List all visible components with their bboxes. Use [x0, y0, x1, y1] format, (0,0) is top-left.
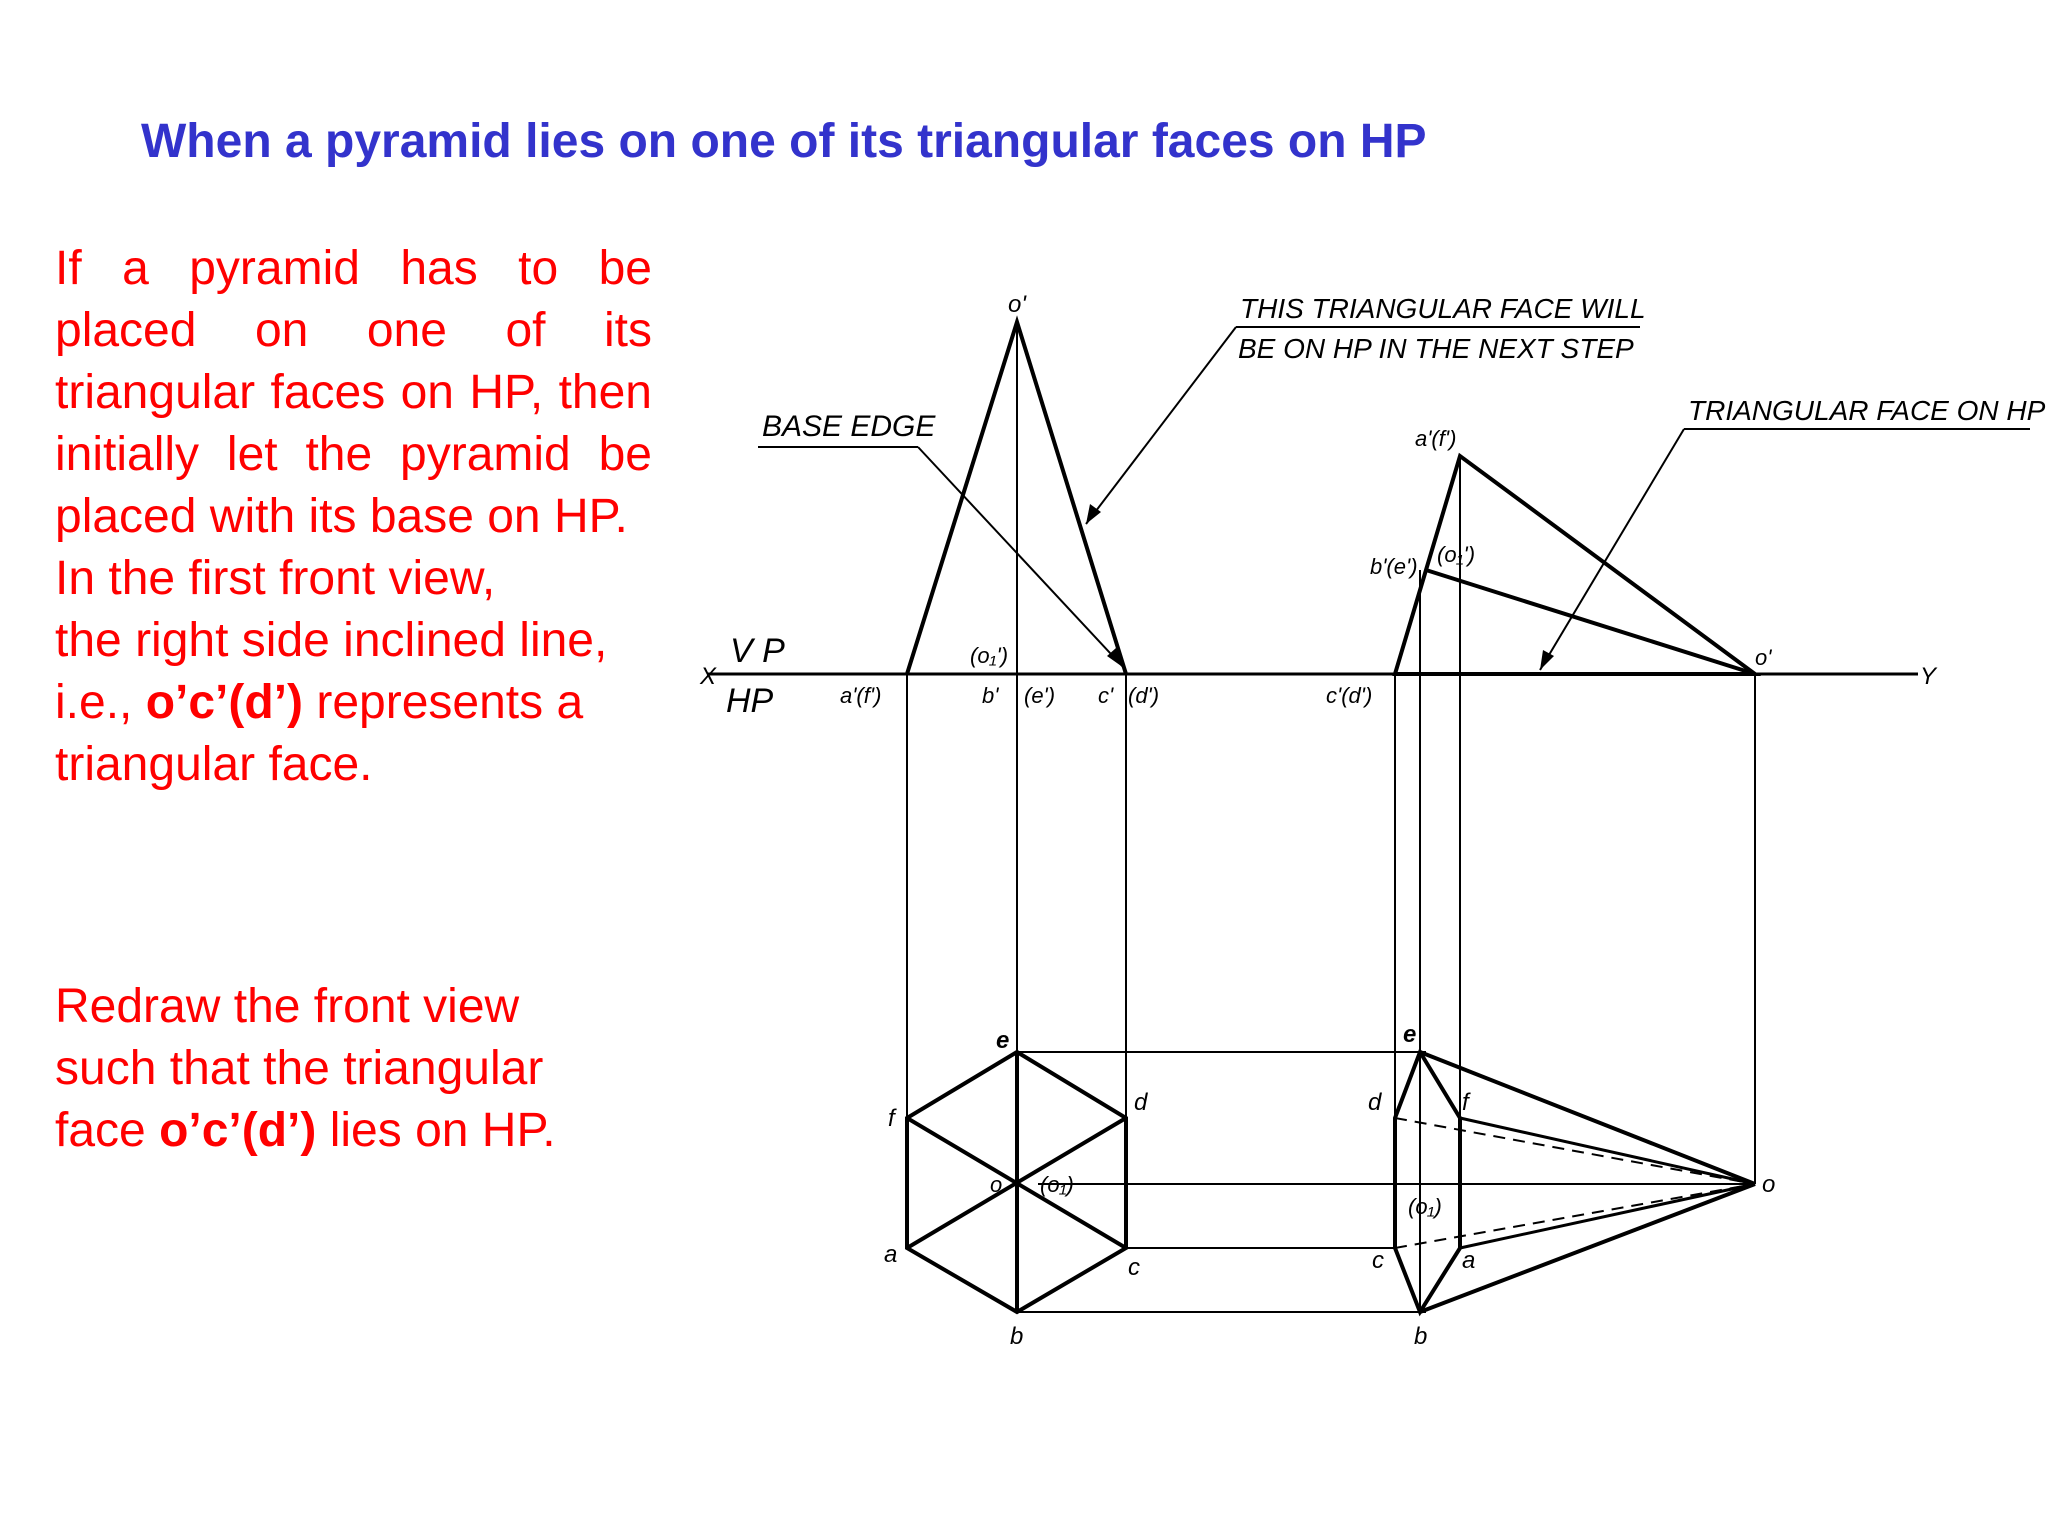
fv2-label-b: b'(e') [1370, 554, 1418, 579]
fv2-label-c: c'(d') [1326, 683, 1373, 708]
intro-text: If a pyramid has to be placed on one of its triangular faces on HP, then initially let the pyramid be placed with its base on HP. [55, 242, 652, 543]
represents-prefix: i.e., [55, 676, 146, 729]
triangular-face-line: triangular face. [55, 738, 373, 791]
face-notation-2: o’c’(d’) [159, 1104, 317, 1157]
face-notation: o’c’(d’) [145, 676, 304, 729]
label-y: Y [1920, 663, 1937, 690]
tv2-label-b: b [1414, 1323, 1428, 1350]
redraw-prefix: face [55, 1104, 160, 1157]
projector-lines [907, 570, 1755, 1312]
tv1-label-d: d [1134, 1089, 1148, 1116]
redraw-suffix: lies on HP. [316, 1104, 556, 1157]
fv1-label-d: (d') [1128, 683, 1160, 708]
callout-face-on-hp-text: TRIANGULAR FACE ON HP [1688, 395, 2046, 426]
redraw-line-2: such that the triangular [55, 1042, 544, 1095]
front-view-1 [840, 291, 1159, 708]
tv2-label-e: e [1403, 1021, 1417, 1048]
callout-base-edge [758, 410, 1124, 668]
represents-suffix: represents a [303, 676, 584, 729]
tv2-label-d: d [1368, 1089, 1382, 1116]
right-inclined-line: the right side inclined line, [55, 614, 608, 667]
tv1-label-e: e [996, 1027, 1010, 1054]
fv1-label-c: c' [1098, 683, 1114, 708]
tv1-label-o: o [990, 1172, 1003, 1197]
tv1-label-a: a [884, 1241, 898, 1268]
fv1-apex: o' [1008, 291, 1026, 318]
label-x: X [700, 663, 717, 690]
arrowhead [1540, 650, 1554, 670]
label-hp: HP [726, 682, 774, 720]
tv1-label-f: f [888, 1105, 895, 1132]
callout-base-edge-text: BASE EDGE [762, 410, 936, 443]
callout-face-next [1086, 293, 1646, 524]
tv2-label-o: o [1762, 1171, 1776, 1198]
tv1-label-o1: (o₁) [1040, 1172, 1074, 1197]
tv2-label-o1: (o₁) [1408, 1194, 1442, 1219]
first-front-view-line: In the first front view, [55, 552, 496, 605]
callout-face-next-line2: BE ON HP IN THE NEXT STEP [1238, 333, 1634, 364]
front-view-2 [1326, 426, 1772, 708]
callout-face-next-line1: THIS TRIANGULAR FACE WILL [1240, 293, 1646, 324]
tv2-label-f: f [1462, 1089, 1469, 1116]
top-view-1 [884, 1027, 1148, 1350]
tv1-label-c: c [1128, 1254, 1140, 1281]
fv2-label-a: a'(f') [1415, 426, 1457, 451]
top-view-2 [1368, 1021, 1775, 1350]
tv2-label-a: a [1462, 1247, 1476, 1274]
fv1-label-a: a'(f') [840, 683, 882, 708]
label-vp: V P [730, 632, 785, 670]
tv1-label-b: b [1010, 1323, 1024, 1350]
tv2-label-c: c [1372, 1247, 1384, 1274]
slide-title: When a pyramid lies on one of its triangular faces on HP [141, 115, 1427, 168]
fv2-label-o1: (o₁') [1437, 542, 1476, 567]
redraw-line-1: Redraw the front view [55, 980, 520, 1033]
fv1-label-o1: (o₁') [970, 643, 1009, 668]
fv2-apex: o' [1755, 645, 1772, 670]
fv1-label-e: (e') [1024, 683, 1056, 708]
fv1-label-b: b' [982, 683, 999, 708]
